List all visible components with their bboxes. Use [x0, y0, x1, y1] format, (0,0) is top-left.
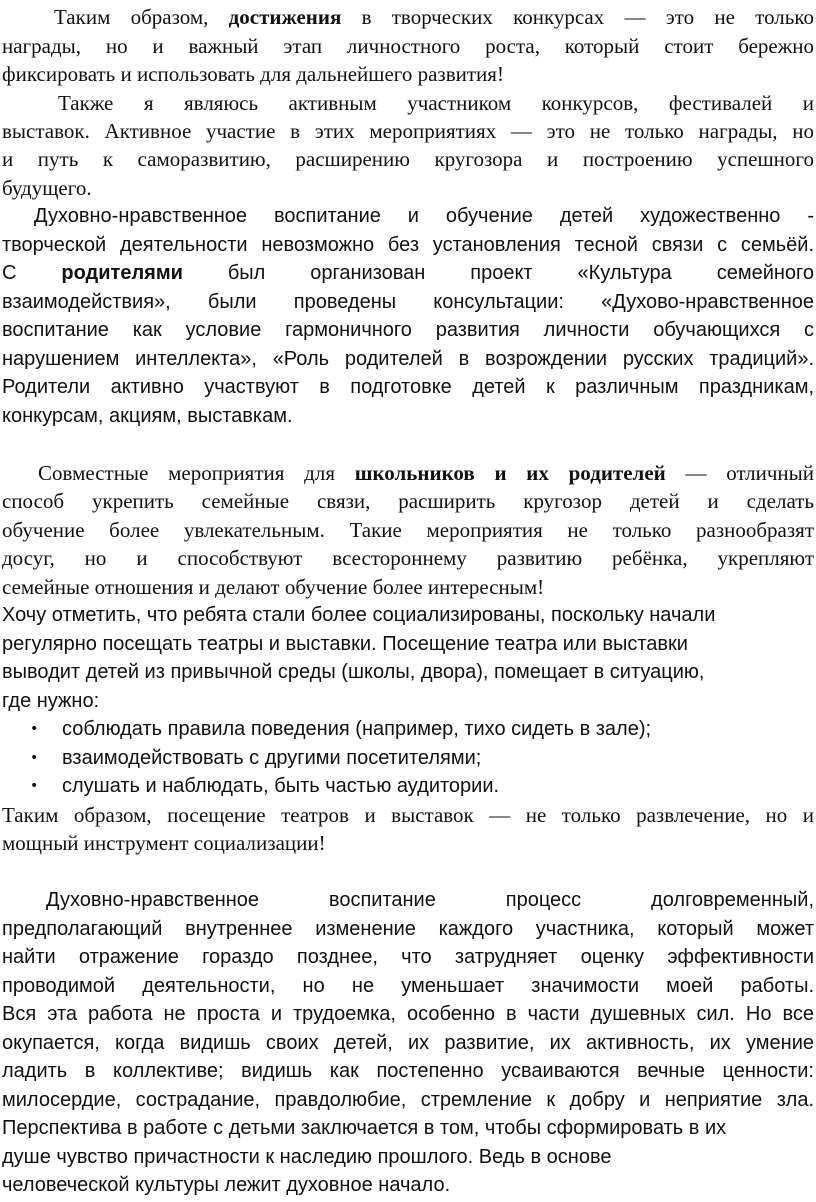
p1-line-3: фиксировать и использовать для дальнейшего развития!	[2, 62, 504, 86]
p1-text-a: Таким образом,	[54, 5, 229, 29]
p7-line-4: проводимой деятельности, но не уменьшает значимости моей работы.	[2, 974, 814, 997]
p1-bold-achievements: достижения	[228, 5, 342, 29]
p4-bold-students-parents: школьников и их родителей	[354, 460, 666, 485]
p4-text-a: Совместные мероприятия для	[38, 460, 355, 485]
list-item-text: взаимодействовать с другими посетителями;	[62, 746, 482, 769]
p7-line-2: предполагающий внутреннее изменение каждого участника, который может	[2, 917, 814, 940]
p3-line-4: взаимодействия», были проведены консультации: «Духово-нравственное	[2, 290, 814, 313]
p5-line-1: Хочу отметить, что ребята стали более социализированы, поскольку начали	[2, 604, 716, 627]
p7-line-3: найти отражение гораздо позднее, что затрудняет оценку эффективности	[2, 946, 814, 969]
p3-line-5: воспитание как условие гармоничного развития личности обучающихся с	[2, 319, 814, 342]
p1-text-c: в творческих конкурсах — это не только	[341, 5, 814, 29]
p3-text-c: был организован проект «Культура семейного	[182, 262, 815, 285]
p5-line-3: выводит детей из привычной среды (школы, двора), помещает в ситуацию,	[2, 661, 705, 684]
p7-line-1: Духовно-нравственное воспитание процесс долговременный,	[46, 889, 814, 912]
p4-text-c: — отличный	[665, 460, 814, 485]
p1-line-1	[2, 3, 814, 32]
p7-line-5: Вся эта работа не проста и трудоемка, особенно в части душевных сил. Но все	[2, 1003, 814, 1026]
p4-line-2: способ укрепить семейные связи, расширить кругозор детей и сделать	[2, 489, 814, 514]
p7-line-8: милосердие, сострадание, правдолюбие, стремление к добру и неприятие зла.	[2, 1088, 814, 1111]
p3-line-3	[2, 259, 814, 288]
p5-line-4: где нужно:	[2, 689, 100, 712]
p7-line-9: Перспектива в работе с детьми заключается в том, чтобы сформировать в их	[2, 1117, 727, 1139]
p3-text-a: С	[2, 262, 62, 285]
p2-line-3: и путь к саморазвитию, расширению кругозора и построению успешного	[2, 147, 814, 172]
p7-line-11: человеческой культуры лежит духовное начало.	[2, 1174, 451, 1196]
p3-line-6: нарушением интеллекта», «Роль родителей в возрождении русских традиций».	[2, 347, 814, 370]
bullet-icon: •	[30, 721, 39, 738]
bullet-icon: •	[30, 749, 39, 766]
list-item	[2, 772, 814, 801]
p6-line-1: Таким образом, посещение театров и выставок — не только развлечение, но и	[2, 802, 814, 827]
bullet-icon: •	[30, 778, 39, 795]
p3-line-1: Духовно-нравственное воспитание и обучение детей художественно -	[34, 205, 814, 228]
p4-line-1	[2, 459, 814, 488]
p2-line-4: будущего.	[2, 175, 92, 200]
p4-line-5: семейные отношения и делают обучение более интересным!	[2, 574, 545, 599]
p4-line-3: обучение более увлекательным. Такие мероприятия не только разнообразят	[2, 517, 814, 542]
list-item-text: слушать и наблюдать, быть частью аудитории.	[62, 775, 500, 798]
p7-line-10: душе чувство причастности к наследию прошлого. Ведь в основе	[2, 1145, 612, 1168]
p3-line-2: творческой деятельности невозможно без установления тесной связи с семьёй.	[2, 233, 814, 256]
p3-line-7: Родители активно участвуют в подготовке детей к различным праздникам,	[2, 376, 814, 399]
p7-line-7: ладить в коллективе; видишь как постепенно усваиваются вечные ценности:	[2, 1060, 814, 1082]
p4-line-4: досуг, но и способствуют всестороннему развитию ребёнка, укрепляют	[2, 546, 814, 571]
p1-line-2: награды, но и важный этап личностного роста, который стоит бережно	[2, 33, 814, 58]
list-item-text: соблюдать правила поведения (например, тихо сидеть в зале);	[62, 718, 652, 741]
p7-line-6: окупается, когда видишь своих детей, их развитие, их активность, их умение	[2, 1031, 814, 1054]
p3-bold-parents: родителями	[61, 262, 183, 285]
p3-line-8: конкурсам, акциям, выставкам.	[2, 404, 293, 427]
p5-line-2: регулярно посещать театры и выставки. Посещение театра или выставки	[2, 632, 688, 655]
p2-line-2: выставок. Активное участие в этих мероприятиях — это не только награды, но	[2, 119, 814, 143]
list-item	[2, 744, 814, 773]
p6-line-2: мощный инструмент социализации!	[2, 831, 326, 856]
list-item	[2, 715, 814, 744]
p2-line-1: Также я являюсь активным участником конкурсов, фестивалей и	[58, 90, 814, 115]
